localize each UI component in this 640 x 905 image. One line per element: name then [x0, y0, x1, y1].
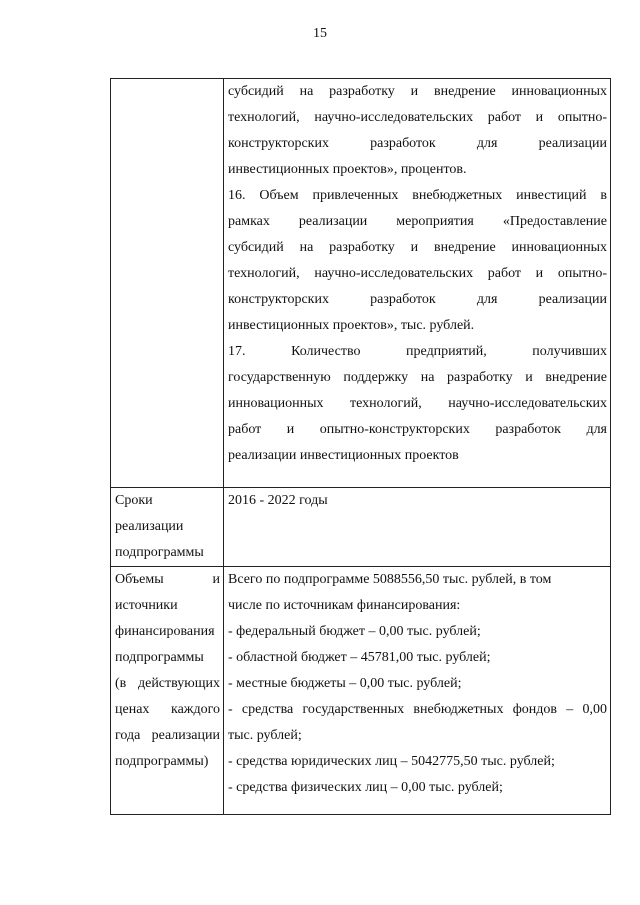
label-line: подпрограммы	[115, 650, 204, 665]
funding-line: - областной бюджет – 45781,00 тыс. рублей;	[228, 650, 491, 665]
text-line: государственную поддержку на разработку и внедрение	[228, 370, 607, 385]
table-row-funding	[111, 567, 611, 815]
text-line: инвестиционных проектов», тыс. рублей.	[228, 318, 475, 333]
text-line: конструкторских разработок для реализации	[228, 136, 607, 151]
funding-line: - местные бюджеты – 0,00 тыс. рублей;	[228, 676, 462, 691]
text-line: инновационных технологий, научно-исследовательских	[228, 396, 607, 411]
page-number: 15	[313, 26, 327, 41]
funding-line: - федеральный бюджет – 0,00 тыс. рублей;	[228, 624, 481, 639]
timeline-label-cell	[111, 488, 224, 567]
indicator-16	[228, 183, 607, 339]
funding-line: числе по источникам финансирования:	[228, 598, 461, 613]
program-passport-table	[110, 78, 611, 815]
indicator-17	[228, 339, 607, 469]
funding-line: - средства юридических лиц – 5042775,50 тыс. рублей;	[228, 754, 555, 769]
text-line: рамках реализации мероприятия «Предоставление	[228, 214, 607, 229]
text-line: работ и опытно-конструкторских разработок для	[228, 422, 607, 437]
label-line: подпрограммы	[115, 545, 204, 560]
label-line: реализации	[115, 519, 184, 534]
table-row-indicators	[111, 79, 611, 488]
label-line: подпрограммы)	[115, 754, 209, 769]
text-line: инвестиционных проектов», процентов.	[228, 162, 467, 177]
label-line: Объемы и	[115, 572, 220, 587]
text-line: технологий, научно-исследовательских работ и опытно-	[228, 266, 607, 281]
label-line: Сроки	[115, 493, 153, 508]
timeline-value: 2016 - 2022 годы	[228, 493, 328, 508]
text-line: субсидий на разработку и внедрение инновационных	[228, 84, 607, 99]
text-line: технологий, научно-исследовательских работ и опытно-	[228, 110, 607, 125]
label-line: финансирования	[115, 624, 215, 639]
funding-line: Всего по подпрограмме 5088556,50 тыс. рублей, в том	[228, 572, 552, 587]
text-line: конструкторских разработок для реализации	[228, 292, 607, 307]
label-line: (в действующих	[115, 676, 220, 691]
table-row-timeline	[111, 488, 611, 567]
funding-value-cell	[224, 567, 611, 815]
funding-line: тыс. рублей;	[228, 728, 302, 743]
row-label-cell	[111, 79, 224, 488]
funding-label-cell	[111, 567, 224, 815]
timeline-value-cell	[224, 488, 611, 567]
label-line: года реализации	[115, 728, 220, 743]
text-line: субсидий на разработку и внедрение инновационных	[228, 240, 607, 255]
funding-line: - средства государственных внебюджетных фондов – 0,00	[228, 702, 607, 717]
label-line: ценах каждого	[115, 702, 220, 717]
text-line: 16. Объем привлеченных внебюджетных инвестиций в	[228, 188, 607, 203]
text-line: реализации инвестиционных проектов	[228, 448, 459, 463]
text-line: 17. Количество предприятий, получивших	[228, 344, 607, 359]
indicator-15-tail	[228, 79, 607, 183]
indicators-cell	[224, 79, 611, 488]
label-line: источники	[115, 598, 178, 613]
funding-line: - средства физических лиц – 0,00 тыс. рублей;	[228, 780, 503, 795]
